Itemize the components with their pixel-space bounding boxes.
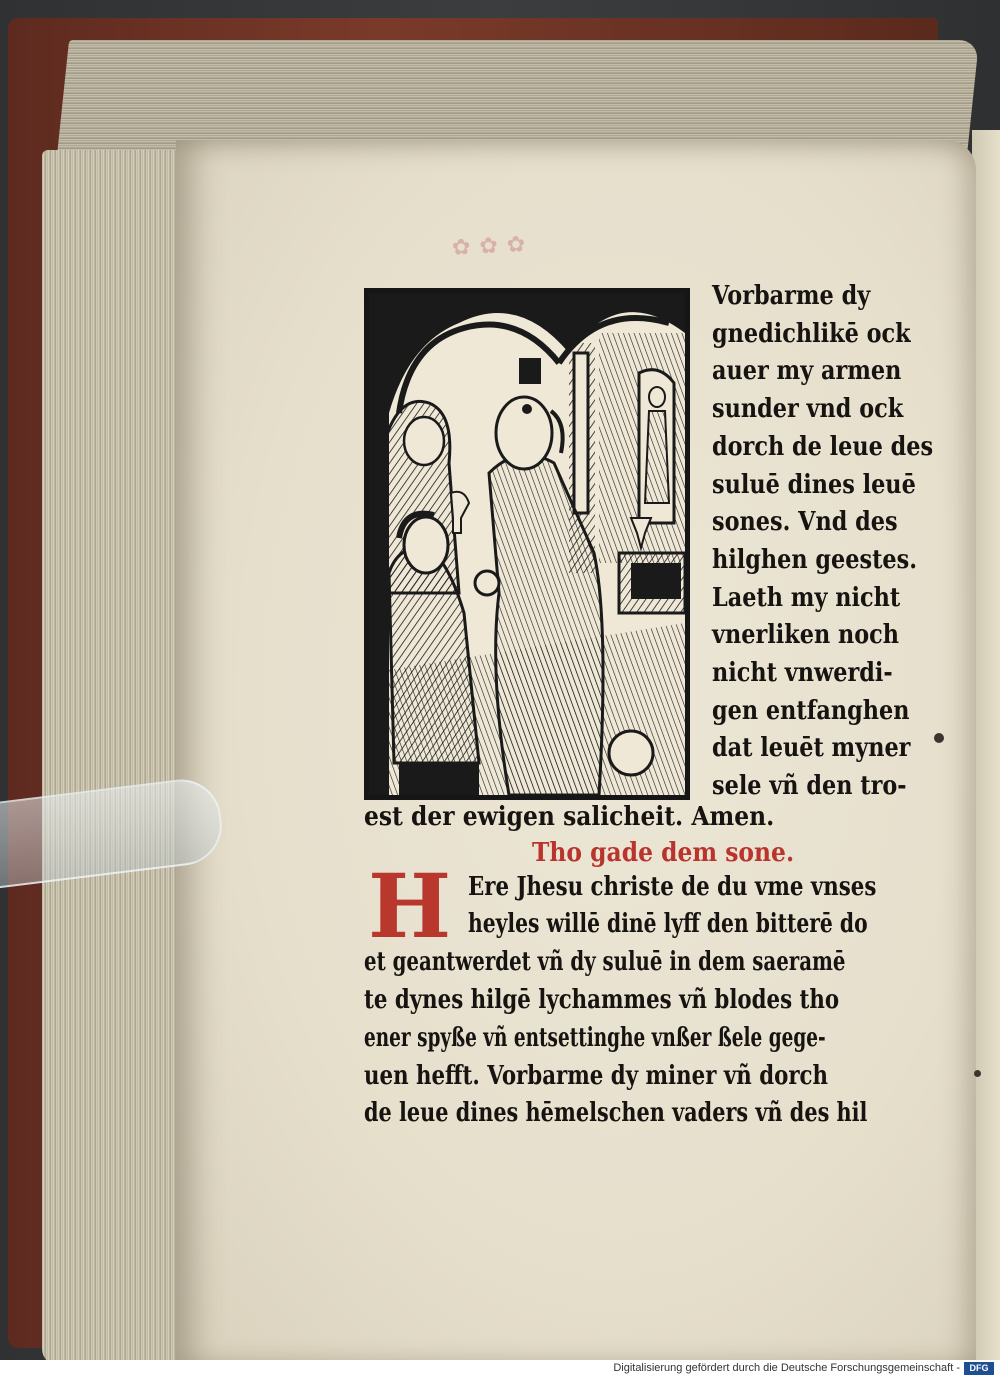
body-line: Ere Jhesu christe de du vme vnses	[468, 872, 877, 902]
body-line: te dynes hilgē lychammes vñ blodes tho	[364, 985, 840, 1015]
text-line: dorch de leue des	[712, 431, 934, 462]
text-line: Vorbarme dy	[712, 281, 871, 311]
text-line: sones. Vnd des	[712, 507, 898, 538]
text-line: nicht vnwerdi-	[712, 658, 893, 689]
text-line: sele vñ den tro-	[712, 771, 907, 802]
text-line: gnedichlikē ock	[712, 318, 911, 349]
body-line: heyles willē dinē lyff den bitterē do	[468, 909, 868, 939]
text-line: vnerliken noch	[712, 620, 900, 651]
rubric-heading: Tho gade dem sone.	[532, 838, 795, 868]
body-line: de leue dines hēmelschen vaders vñ des hil	[364, 1098, 868, 1128]
text-line: suluē dines leuē	[712, 469, 916, 500]
text-line: hilghen geestes.	[712, 544, 918, 575]
closing-line: est der ewigen salicheit. Amen.	[364, 802, 775, 832]
text-line: Laeth my nicht	[712, 582, 901, 613]
page-hole	[974, 1070, 981, 1077]
text-line: auer my armen	[712, 356, 902, 387]
faded-stamp: ✿ ✿ ✿	[451, 232, 527, 261]
page-edges-left	[42, 150, 182, 1365]
dfg-logo: DFG	[964, 1362, 994, 1375]
body-line: uen hefft. Vorbarme dy miner vñ dorch	[364, 1061, 829, 1091]
text-beside-woodcut	[712, 278, 934, 806]
text-line: sunder vnd ock	[712, 394, 904, 425]
text-line: dat leuēt myner	[712, 733, 911, 764]
page-hole	[934, 733, 944, 743]
credit-text: Digitalisierung gefördert durch die Deutsche Forschungsgemeinschaft -	[613, 1362, 960, 1374]
facing-page-edge	[972, 130, 1000, 1370]
woodcut-illustration	[364, 288, 690, 800]
text-line: gen entfanghen	[712, 695, 910, 726]
body-line: et geantwerdet vñ dy suluē in dem saeramē	[364, 947, 846, 977]
initial-letter: H	[368, 854, 452, 958]
body-line: ener spyße vñ entsettinghe vnßer ßele gege-	[364, 1023, 826, 1053]
